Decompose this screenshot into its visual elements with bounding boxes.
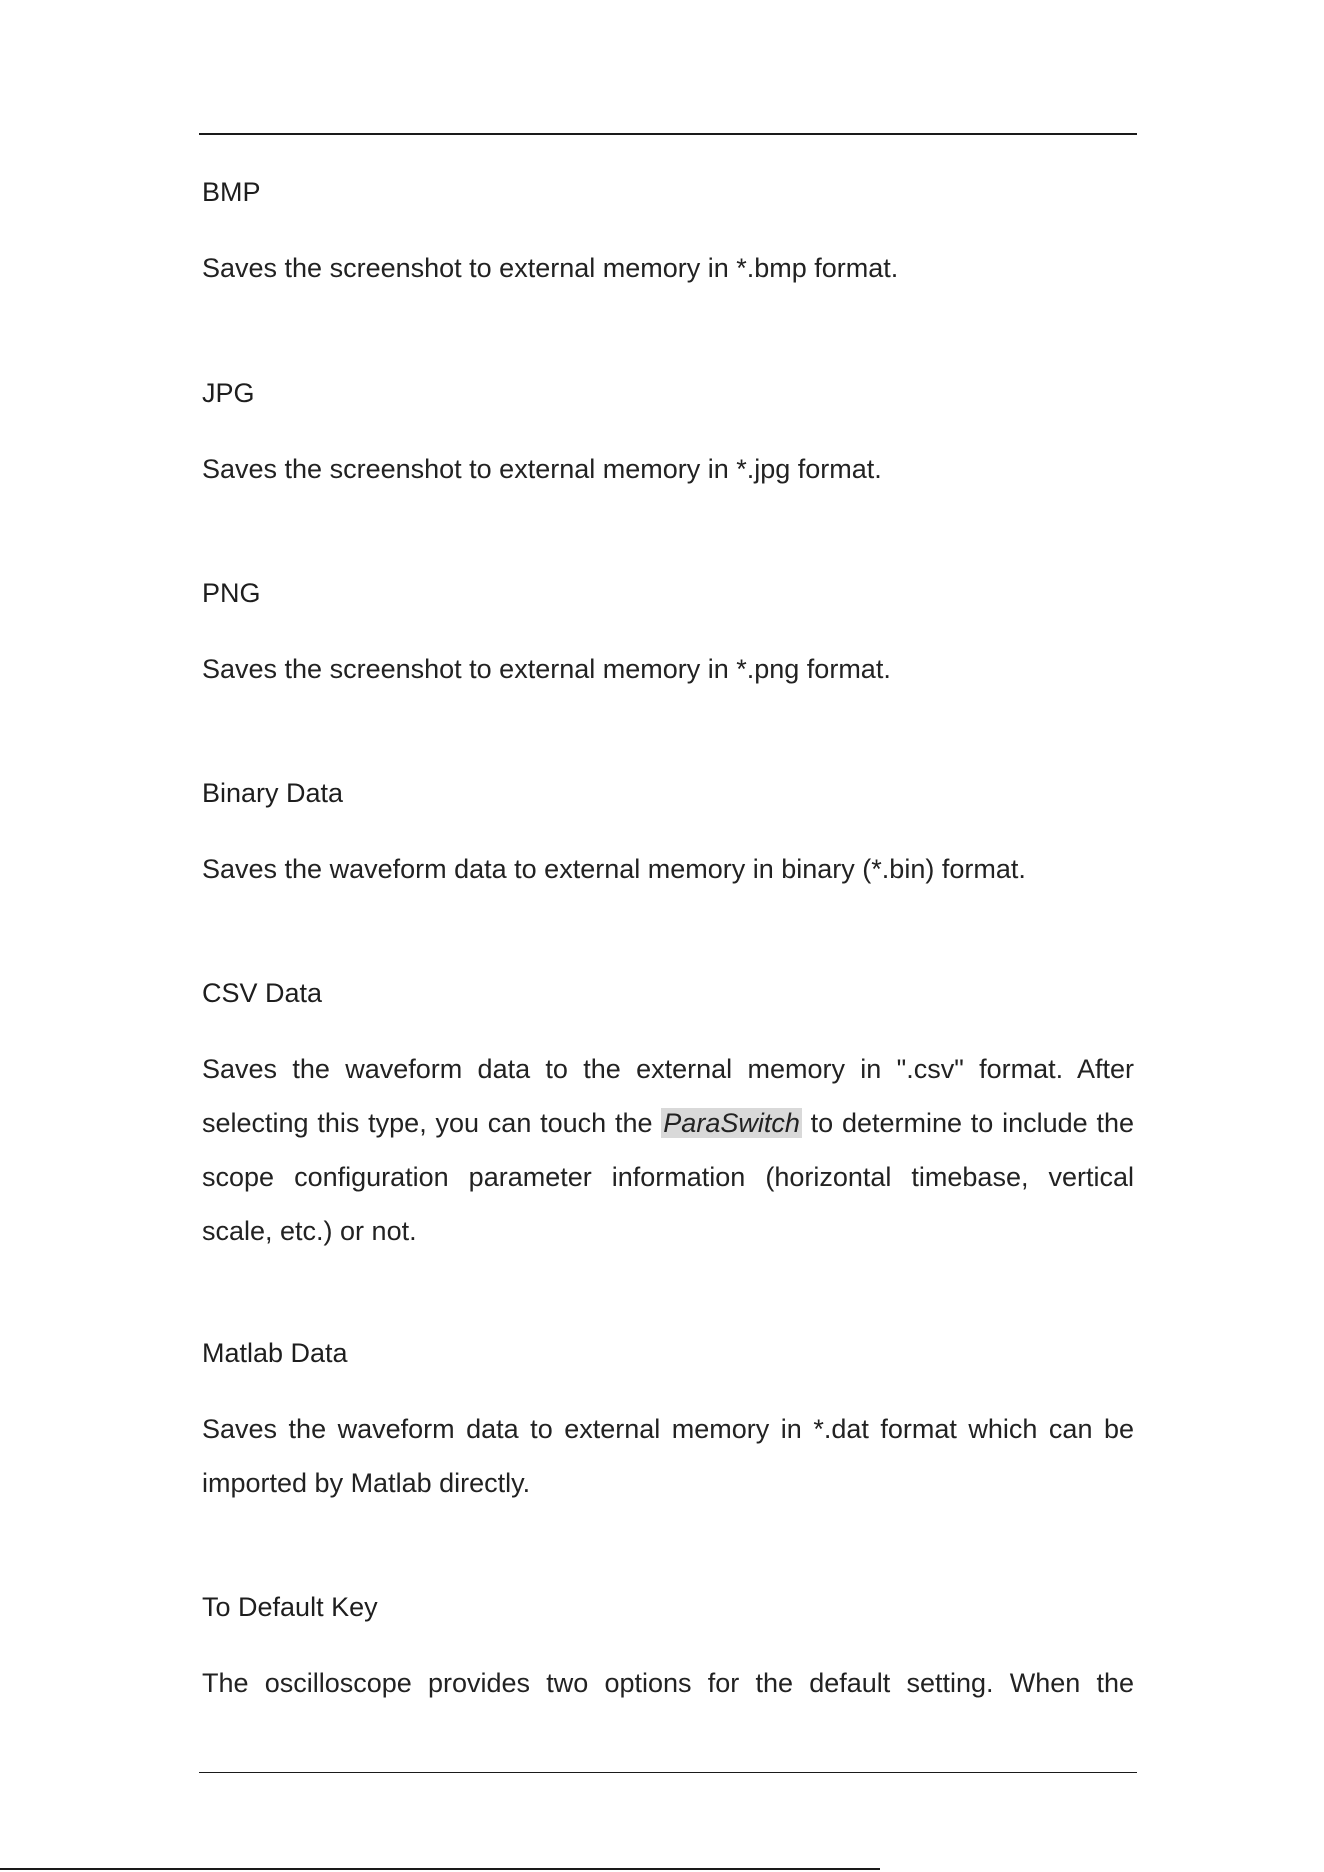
section-binary-data xyxy=(202,776,1134,896)
page-edge-rule xyxy=(0,1868,880,1870)
section-csv-data xyxy=(202,976,1134,1258)
section-heading: To Default Key xyxy=(202,1592,378,1622)
section-text: Saves the waveform data to external memory in *.dat format which can be imported by Matlab directly. xyxy=(202,1414,1134,1498)
section-text xyxy=(202,1042,1134,1258)
text-before-highlight: Saves the waveform data to the external memory in ".csv" format. After selecting this type, you can touch the xyxy=(202,1054,1134,1138)
section-text: Saves the screenshot to external memory in *.bmp format. xyxy=(202,253,899,283)
section-heading: CSV Data xyxy=(202,978,323,1008)
paraswitch-highlight: ParaSwitch xyxy=(663,1108,800,1138)
section-png xyxy=(202,576,1134,696)
section-heading: Binary Data xyxy=(202,778,344,808)
text-after-highlight: to determine to include the scope configuration parameter information (horizontal timebase, vertical scale, etc.) or not. xyxy=(202,1108,1134,1246)
header-rule xyxy=(199,133,1137,135)
section-heading: JPG xyxy=(202,378,255,408)
footer-rule xyxy=(199,1772,1137,1773)
section-to-default-key xyxy=(202,1590,1134,1710)
section-text: Saves the screenshot to external memory in *.png format. xyxy=(202,654,891,684)
section-heading: BMP xyxy=(202,177,261,207)
section-heading: Matlab Data xyxy=(202,1338,348,1368)
section-matlab-data xyxy=(202,1336,1134,1510)
section-text: The oscilloscope provides two options for the default setting. When the xyxy=(202,1668,1134,1698)
section-heading: PNG xyxy=(202,578,261,608)
section-jpg xyxy=(202,376,1134,496)
section-bmp xyxy=(202,175,1134,295)
section-text: Saves the waveform data to external memory in binary (*.bin) format. xyxy=(202,854,1026,884)
section-text: Saves the screenshot to external memory in *.jpg format. xyxy=(202,454,882,484)
